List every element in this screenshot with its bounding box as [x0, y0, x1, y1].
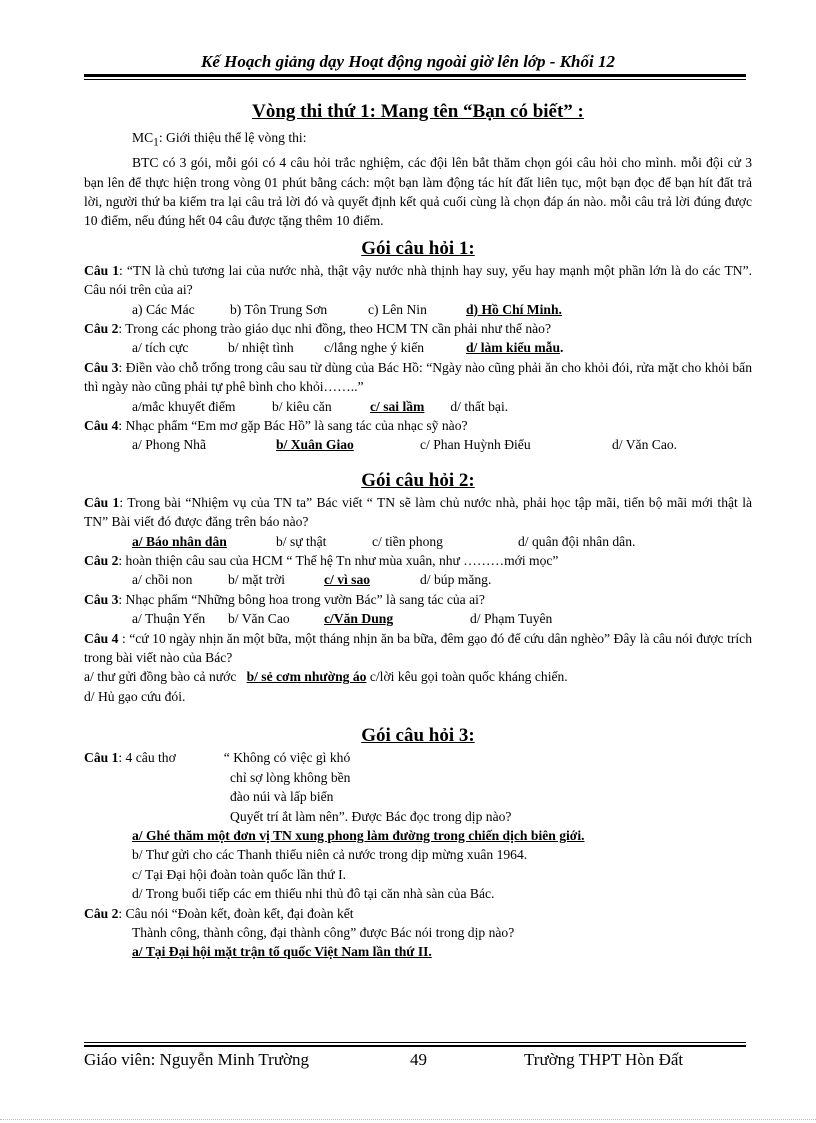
mc-sub: 1: [153, 136, 159, 149]
question-text: : Trong các phong trào giáo dục nhi đồng, theo HCM TN cần phải như thế nào?: [118, 320, 551, 336]
pack3-q2-text2: Thành công, thành công, đại thành công” được Bác nói trong dịp nào?: [132, 924, 515, 940]
question-label: Câu 4: [84, 630, 119, 646]
page-header-title: Kế Hoạch giảng dạy Hoạt động ngoài giờ lên lớp - Khối 12: [200, 52, 615, 71]
option-a-answer: a/ Ghé thăm một đơn vị TN xung phong làm đường trong chiến dịch biên giới.: [132, 827, 585, 843]
footer-rule-thick: [84, 1045, 746, 1047]
footer-teacher: Giáo viên: Nguyễn Minh Trường: [84, 1050, 310, 1069]
question-label: Câu 2: [84, 905, 119, 921]
option-a: a) Các Mác: [132, 301, 195, 317]
pack2-q2-options: [84, 570, 752, 589]
pack1-q3-options: [84, 397, 752, 416]
round-title: Vòng thi thứ 1: Mang tên “Bạn có biết” :: [252, 101, 584, 122]
pack3-title: Gói câu hỏi 3:: [361, 725, 475, 747]
pack2-q4-option-d: d/ Hủ gạo cứu đói.: [84, 688, 186, 704]
option-b: b) Tôn Trung Sơn: [230, 301, 328, 317]
question-label: Câu 1: [84, 750, 119, 766]
option-c: c) Lên Nin: [368, 301, 427, 317]
option-c: c/ tiền phong: [372, 533, 443, 549]
pack2-title: Gói câu hỏi 2:: [361, 469, 475, 491]
pack2-q1-options: [84, 532, 752, 551]
question-text: : Trong bài “Nhiệm vụ của TN ta” Bác viết “ TN sẽ làm chủ nước nhà, phải học tập mãi, tiến bộ mãi mới thật là TN” Bài viết đó được đăng trên báo nào?: [84, 494, 753, 530]
question-text: : Điền vào chỗ trống trong câu sau từ dùng của Bác Hồ: “Ngày nào cũng phải ăn cho khỏi đói, rửa mặt cho khỏi bẩn thì ngày nào cũng phải tự phê bình cho khỏi……..”: [84, 359, 752, 395]
option-a: a/mắc khuyết điểm: [132, 398, 236, 414]
option-c-answer: c/ vì sao: [324, 572, 371, 588]
option-a-answer: a/ Tại Đại hội mặt trận tổ quốc Việt Nam lần thứ II.: [132, 944, 432, 960]
header-rule-thick: [84, 74, 746, 77]
option-b: b/ Văn Cao: [228, 611, 290, 627]
poem-line: “ Không có việc gì khó: [223, 750, 351, 766]
option-b: b/ kiêu căn: [272, 398, 332, 414]
pack2-q1: [84, 493, 752, 532]
poem-line-3: đào núi và lấp biển: [230, 789, 334, 805]
option-d: d/ quân đội nhân dân.: [518, 533, 636, 549]
pack3-q1-option-b: b/ Thư gửi cho các Thanh thiếu niên cả nước trong dịp mừng xuân 1964.: [132, 847, 528, 863]
option-c-answer: c/Văn Dung: [324, 611, 394, 627]
option-d-tail: .: [560, 340, 564, 356]
option-c: c/ Phan Huỳnh Điểu: [420, 437, 531, 453]
pack3-q1: [84, 748, 752, 767]
option-a: a/ Phong Nhã: [132, 437, 207, 453]
option-b: b/ mặt trời: [228, 572, 286, 588]
question-label: Câu 2: [84, 553, 119, 569]
pack3-q2-option-a: [84, 942, 752, 961]
content: [84, 100, 752, 962]
option-a-answer: a/ Báo nhân dân: [132, 533, 227, 549]
pack2-q4-options: [84, 667, 752, 686]
option-a: a/ chồi non: [132, 572, 193, 588]
option-d-answer: d/ làm kiểu mẫu: [466, 340, 561, 356]
question-text: : Câu nói “Đoàn kết, đoàn kết, đại đoàn kết: [118, 905, 354, 921]
question-label: Câu 4: [84, 418, 119, 433]
page-edge: [0, 1119, 816, 1120]
pack1-q1: [84, 261, 752, 300]
option-d: d/ thất bại.: [450, 398, 509, 414]
option-a: a/ Thuận Yến: [132, 611, 206, 627]
option-a: a/ tích cực: [132, 340, 189, 356]
option-d: d/ Văn Cao.: [612, 437, 678, 453]
footer-rule-thin: [84, 1042, 746, 1043]
question-text: : Nhạc phẩm “Em mơ gặp Bác Hồ” là sang tác của nhạc sỹ nào?: [118, 418, 468, 433]
pack2-q3-options: [84, 609, 752, 628]
option-d: d/ Phạm Tuyên: [470, 611, 553, 627]
option-b-answer: b/ sẻ cơm nhường áo: [246, 669, 367, 685]
question-text: : “cứ 10 ngày nhịn ăn một bữa, một tháng nhịn ăn ba bữa, đêm gạo đó để cứu dân nghèo” Đây là câu nói được trích trong bài viết nào của Bác?: [84, 630, 752, 666]
question-text: : Nhạc phẩm “Những bông hoa trong vườn Bác” là sang tác của ai?: [118, 591, 485, 607]
mc-line: [84, 128, 752, 153]
pack2-q3: [84, 590, 752, 609]
footer-school: Trường THPT Hòn Đất: [524, 1050, 684, 1069]
question-label: Câu 3: [84, 359, 119, 375]
option-a: a/ thư gửi đồng bào cả nước: [84, 669, 237, 685]
pack3-q1-option-c: c/ Tại Đại hội đoàn toàn quốc lần thứ I.: [132, 866, 346, 882]
pack1-q2: [84, 319, 752, 338]
pack1-q2-options: [84, 338, 752, 357]
mc-label: MC: [132, 130, 154, 145]
pack2-q2: [84, 551, 752, 570]
option-b: b/ nhiệt tình: [228, 340, 294, 356]
option-c: c/lắng nghe ý kiến: [324, 340, 425, 356]
question-label: Câu 1: [84, 494, 120, 510]
round-intro: BTC có 3 gói, mỗi gói có 4 câu hỏi trắc nghiệm, các đội lên bắt thăm chọn gói câu hỏi cho mình. mỗi đội cử 3 bạn lên để thực hiện trong vòng 01 phút bằng cách: một bạn làm động tác hít đất liên tục, một bạn đọc để bạn hít đất trả lời, người thứ ba kiểm tra lại câu trả lời đó và quyết định kết quả cuối cùng là chọn đáp án nào. mỗi câu trả lời đúng được 10 điểm, nếu đúng hết 04 câu được tặng thêm 10 điểm.: [84, 155, 752, 229]
option-b: b/ sự thật: [276, 533, 327, 549]
pack1-q1-options: [84, 300, 752, 319]
pack3-q2: [84, 904, 752, 923]
poem-line-2: chỉ sợ lòng không bền: [230, 769, 351, 785]
page-number: 49: [410, 1050, 427, 1069]
pack1-q4: [84, 416, 752, 435]
pack3-q1-option-d: d/ Trong buổi tiếp các em thiếu nhi thủ đô tại căn nhà sàn của Bác.: [132, 886, 495, 902]
option-b-answer: b/ Xuân Giao: [276, 437, 354, 453]
option-d-answer: d) Hồ Chí Minh.: [466, 301, 562, 317]
question-text: : hoàn thiện câu sau của HCM “ Thế hệ Tn như mùa xuân, như ………mới mọc”: [118, 553, 559, 569]
header-rule-thin: [84, 79, 746, 80]
question-label: Câu 2: [84, 320, 119, 336]
option-d: d/ búp măng.: [420, 572, 492, 588]
pack1-q4-options: [84, 435, 752, 454]
question-label: Câu 3: [84, 591, 119, 607]
question-text: : 4 câu thơ: [118, 750, 176, 766]
option-c-answer: c/ sai lầm: [370, 398, 425, 414]
pack1-q3: [84, 358, 752, 397]
option-c: c/lời kêu gọi toàn quốc kháng chiến.: [369, 669, 568, 685]
question-text: : “TN là chủ tương lai của nước nhà, thật vậy nước nhà thịnh hay suy, yếu hay mạnh một phần lớn là do các TN”. Câu nói trên của ai?: [84, 262, 753, 298]
pack2-q4: [84, 629, 752, 668]
pack1-title: Gói câu hỏi 1:: [361, 237, 475, 259]
mc-text: : Giới thiệu thể lệ vòng thi:: [158, 130, 307, 145]
question-label: Câu 1: [84, 262, 120, 278]
pack3-q1-option-a: [84, 826, 752, 845]
poem-line-4: Quyết trí ắt làm nên”. Được Bác đọc trong dịp nào?: [230, 808, 512, 824]
